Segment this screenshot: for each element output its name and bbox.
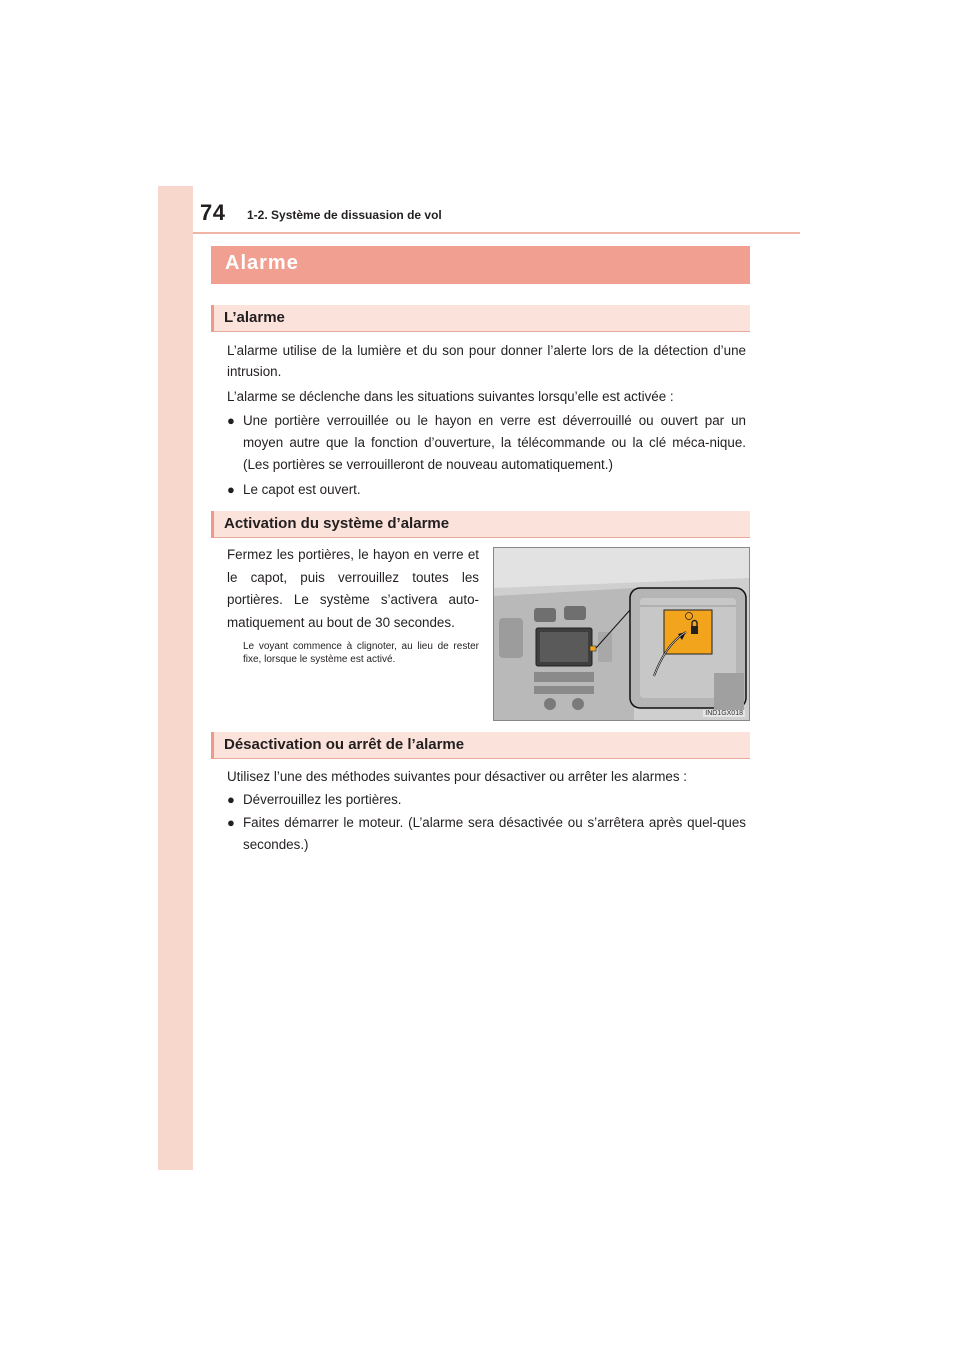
side-margin-band (158, 186, 193, 1170)
subsection-title-alarm: L’alarme (211, 305, 750, 332)
chapter-title: 1-2. Système de dissuasion de vol (247, 208, 442, 222)
list-item-text: Déverrouillez les portières. (243, 792, 402, 807)
section-title: Alarme (211, 246, 750, 284)
list-item (227, 812, 746, 856)
note-text: Le voyant commence à clignoter, au lieu de rester fixe, lorsque le système est activé. (243, 641, 479, 665)
paragraph: L’alarme se déclenche dans les situations suivantes lorsqu’elle est activée : (227, 389, 674, 404)
header-divider (193, 232, 800, 234)
paragraph: Fermez les portières, le hayon en verre et le capot, puis verrouillez toutes les portières. Le système s’activera auto-matiquement au bout de 30 secondes. (227, 547, 479, 630)
bullet-icon: ● (227, 482, 235, 497)
page-number: 74 (200, 200, 226, 225)
bullet-icon: ● (227, 413, 235, 428)
list-item-text: Faites démarrer le moteur. (L’alarme sera désactivée ou s’arrêtera après quel-ques secondes.) (243, 815, 746, 852)
paragraph: Utilisez l’une des méthodes suivantes pour désactiver ou arrêter les alarmes : (227, 769, 687, 784)
bullet-icon: ● (227, 792, 235, 807)
subsection-title-deactivation: Désactivation ou arrêt de l’alarme (211, 732, 750, 759)
dashboard-illustration (493, 547, 750, 721)
paragraph: L’alarme utilise de la lumière et du son pour donner l’alerte lors de la détection d’une intrusion. (227, 343, 746, 379)
bullet-icon: ● (227, 815, 235, 830)
list-item-text: Une portière verrouillée ou le hayon en verre est déverrouillé ou ouvert par un moyen autre que la fonction d’ouverture, la télécommande ou la clé méca-nique. (Les portières se verrouilleront de nouveau automatiquement.) (243, 413, 746, 472)
list-item (227, 789, 746, 811)
dashboard-drawing (494, 548, 749, 720)
list-item-text: Le capot est ouvert. (243, 482, 361, 497)
subsection-title-activation: Activation du système d’alarme (211, 511, 750, 538)
figure-code: IND1GX018 (705, 710, 743, 717)
list-item (227, 479, 746, 501)
list-item (227, 410, 746, 476)
